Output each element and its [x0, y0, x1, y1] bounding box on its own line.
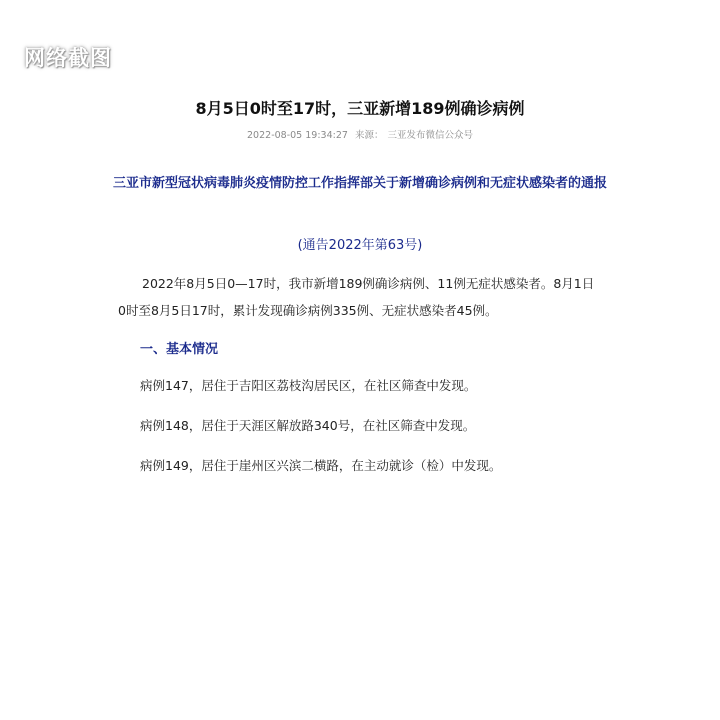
article-title: 8月5日0时至17时，三亚新增189例确诊病例 — [195, 99, 525, 118]
case-item: 病例148，居住于天涯区解放路340号，在社区筛查中发现。 — [140, 418, 476, 433]
source-label: 来源： — [354, 130, 384, 141]
article-meta — [0, 127, 720, 141]
case-item: 病例149，居住于崖州区兴滨二横路，在主动就诊（检）中发现。 — [140, 458, 502, 473]
case-item: 病例147，居住于吉阳区荔枝沟居民区，在社区筛查中发现。 — [140, 378, 477, 393]
notice-title: 三亚市新型冠状病毒肺炎疫情防控工作指挥部关于新增确诊病例和无症状感染者的通报 — [112, 176, 607, 191]
summary-paragraph: 2022年8月5日0—17时，我市新增189例确诊病例、11例无症状感染者。8月1日0时至8月5日17时，累计发现确诊病例335例、无症状感染者45例。 — [118, 276, 595, 318]
notice-number: (通告2022年第63号) — [297, 238, 423, 253]
source-name[interactable]: 三亚发布微信公众号 — [387, 130, 473, 141]
publish-date: 2022-08-05 19:34:27 — [247, 130, 348, 141]
watermark-label: 网络截图 — [24, 46, 112, 70]
section-heading: 一、基本情况 — [140, 342, 219, 357]
